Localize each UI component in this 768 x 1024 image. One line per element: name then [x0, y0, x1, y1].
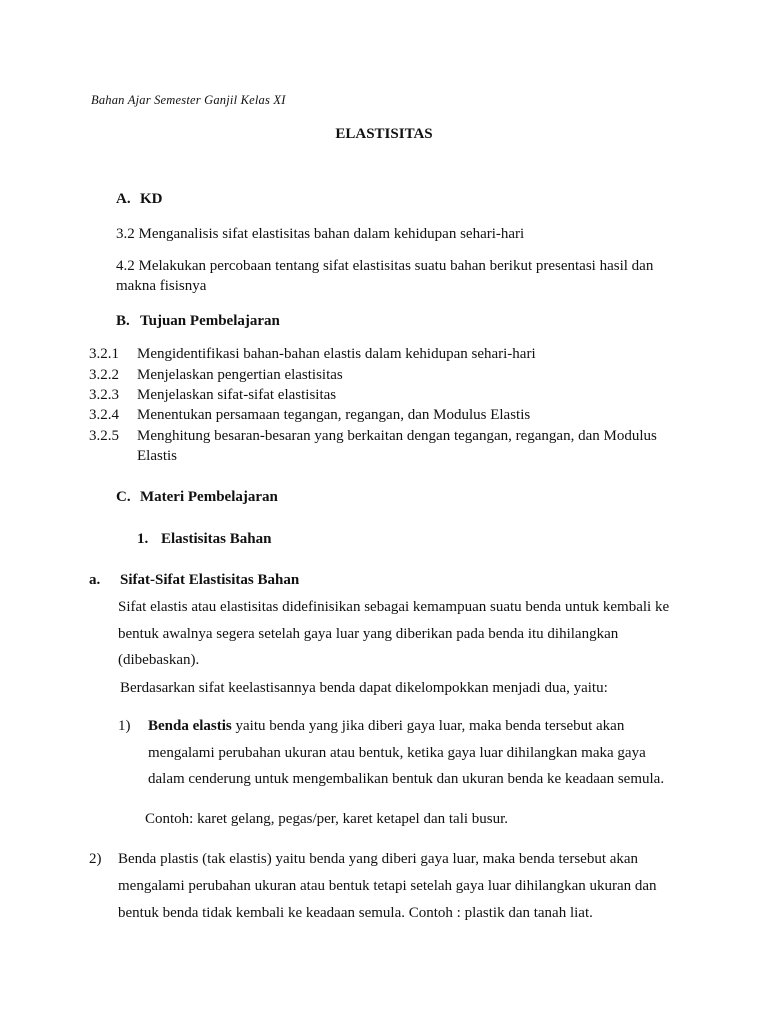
goal-number: 3.2.1	[89, 346, 119, 362]
subsection-a-heading	[89, 572, 299, 589]
item-1-term: Benda elastis	[148, 718, 232, 734]
header-note: Bahan Ajar Semester Ganjil Kelas XI	[91, 93, 286, 107]
section-a-heading	[116, 191, 163, 208]
definition-line-2: bentuk awalnya segera setelah gaya luar yang diberikan pada benda itu dihilangkan	[118, 626, 619, 642]
item-1-line-1	[148, 718, 677, 735]
document-title: ELASTISITAS	[335, 126, 433, 142]
goal-text-continuation: Elastis	[137, 448, 177, 464]
item-1-example: Contoh: karet gelang, pegas/per, karet ketapel dan tali busur.	[145, 811, 509, 827]
goal-number: 3.2.3	[89, 387, 119, 403]
goal-text: Menentukan persamaan tegangan, regangan, dan Modulus Elastis	[137, 407, 531, 423]
subsection-1-marker: 1.	[137, 531, 149, 547]
item-2-line-2: mengalami perubahan ukuran atau bentuk tetapi setelah gaya luar dihilangkan ukuran dan	[118, 878, 657, 894]
item-2-line-3: bentuk benda tidak kembali ke keadaan semula. Contoh : plastik dan tanah liat.	[118, 905, 593, 921]
item-1-line-2: mengalami perubahan ukuran atau bentuk, ketika gaya luar dihilangkan maka gaya	[148, 745, 646, 761]
section-a-title: KD	[140, 191, 163, 207]
goal-number: 3.2.5	[89, 428, 119, 444]
item-2-marker: 2)	[89, 851, 102, 867]
subsection-a-title: Sifat-Sifat Elastisitas Bahan	[120, 572, 300, 588]
kd-item-1: 3.2 Menganalisis sifat elastisitas bahan dalam kehidupan sehari-hari	[116, 226, 525, 242]
section-b-heading	[116, 313, 280, 330]
item-1-marker: 1)	[118, 718, 131, 734]
subsection-1-title: Elastisitas Bahan	[161, 531, 272, 547]
section-c-marker: C.	[116, 489, 131, 505]
item-1-line-3: dalam cenderung untuk mengembalikan bentuk dan ukuran benda ke keadaan semula.	[148, 771, 665, 787]
section-b-marker: B.	[116, 313, 130, 329]
goal-text: Menjelaskan pengertian elastisitas	[137, 367, 343, 383]
goal-text: Menghitung besaran-besaran yang berkaitan dengan tegangan, regangan, dan Modulus	[137, 428, 657, 444]
groups-intro: Berdasarkan sifat keelastisannya benda dapat dikelompokkan menjadi dua, yaitu:	[120, 680, 608, 696]
subsection-a-marker: a.	[89, 572, 101, 588]
section-c-title: Materi Pembelajaran	[140, 489, 278, 505]
kd-item-2-line-1: 4.2 Melakukan percobaan tentang sifat elastisitas suatu bahan berikut presentasi hasil dan	[116, 258, 654, 274]
goal-text: Menjelaskan sifat-sifat elastisitas	[137, 387, 337, 403]
subsection-1-heading	[137, 531, 271, 548]
goal-number: 3.2.2	[89, 367, 119, 383]
item-2-line-1: Benda plastis (tak elastis) yaitu benda yang diberi gaya luar, maka benda tersebut akan	[118, 851, 639, 867]
definition-line-1: Sifat elastis atau elastisitas didefinisikan sebagai kemampuan suatu benda untuk kembali ke	[118, 599, 670, 615]
goal-number: 3.2.4	[89, 407, 119, 423]
goal-text: Mengidentifikasi bahan-bahan elastis dalam kehidupan sehari-hari	[137, 346, 536, 362]
kd-item-2-line-2: makna fisisnya	[116, 278, 207, 294]
item-1-line-1-rest: yaitu benda yang jika diberi gaya luar, maka benda tersebut akan	[231, 718, 625, 734]
section-c-heading	[116, 489, 278, 506]
section-a-marker: A.	[116, 191, 131, 207]
definition-line-3: (dibebaskan).	[118, 652, 200, 668]
section-b-title: Tujuan Pembelajaran	[140, 313, 280, 329]
